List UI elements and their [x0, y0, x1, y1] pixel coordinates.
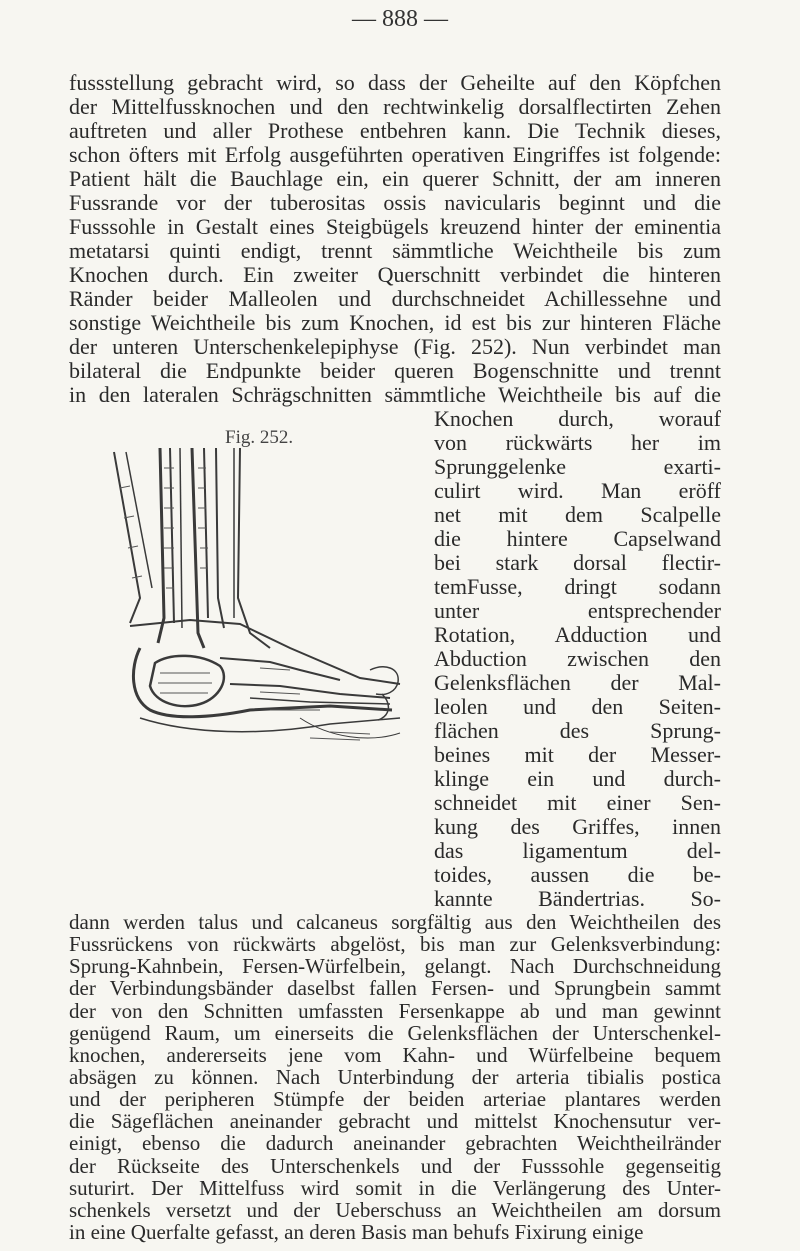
text-line: Abduction zwischen den	[434, 646, 721, 671]
text-line: die hintere Capselwand	[434, 526, 721, 551]
text-line: auftreten und aller Prothese entbehren kann. Die Technik dieses,	[69, 118, 721, 143]
text-line: dann werden talus und calcaneus sorgfältig aus den Weichtheilen des	[69, 910, 721, 934]
text-line: das ligamentum del-	[434, 838, 721, 863]
text-line: klinge ein und durch-	[434, 766, 721, 791]
text-line: der von den Schnitten umfassten Fersenkappe ab und man gewinnt	[69, 998, 721, 1023]
text-line: schenkels versetzt und der Ueberschuss an Weichtheilen am dorsum	[69, 1197, 721, 1222]
text-line: kannte Bändertrias. So-	[434, 886, 721, 911]
text-line: Fussrande vor der tuberositas ossis navicularis beginnt und die	[69, 190, 721, 215]
tibia-fibula-drawing	[114, 448, 270, 648]
page-number: — 888 —	[352, 6, 448, 32]
text-line: toides, aussen die be-	[434, 862, 721, 887]
figure-foot-illustration	[100, 448, 430, 778]
text-line: kung des Griffes, innen	[434, 814, 721, 839]
text-line: der unteren Unterschenkelepiphyse (Fig. 252). Nun verbindet man	[69, 334, 721, 359]
text-line: suturirt. Der Mittelfuss wird somit in die Verlängerung des Unter-	[69, 1175, 721, 1200]
text-line: Rotation, Adduction und	[434, 622, 721, 647]
text-line: der Rückseite des Unterschenkels und der Fusssohle gegenseitig	[69, 1153, 721, 1178]
text-line: Patient hält die Bauchlage ein, ein querer Schnitt, der am inneren	[69, 166, 721, 191]
figure-label: Fig. 252.	[225, 427, 294, 448]
text-line: net mit dem Scalpelle	[434, 502, 721, 527]
text-line: die Sägeflächen aneinander gebracht und mittelst Knochensutur ver-	[69, 1109, 721, 1134]
text-line: Knochen durch, worauf	[434, 406, 721, 431]
text-line: Sprunggelenke exarti-	[434, 454, 721, 479]
text-line: sonstige Weichtheile bis zum Knochen, id est bis zur hinteren Fläche	[69, 310, 721, 335]
text-line: genügend Raum, um einerseits die Gelenksflächen der Unterschenkel-	[69, 1020, 721, 1045]
text-line: absägen zu können. Nach Unterbindung der arteria tibialis postica	[69, 1065, 721, 1089]
text-line: beines mit der Messer-	[434, 742, 721, 767]
text-line: Knochen durch. Ein zweiter Querschnitt verbindet die hinteren	[69, 262, 721, 287]
text-line: schneidet mit einer Sen-	[434, 790, 721, 815]
text-line: einigt, ebenso die dadurch aneinander gebrachten Weichtheilränder	[69, 1131, 721, 1156]
text-line: bei stark dorsal flectir-	[434, 550, 721, 575]
text-line: flächen des Sprung-	[434, 718, 721, 743]
text-line: metatarsi quinti endigt, trennt sämmtliche Weichtheile bis zum	[69, 238, 721, 263]
text-line: unter entsprechender	[434, 598, 721, 623]
foot-bones-drawing	[130, 620, 400, 740]
text-line: culirt wird. Man eröff	[434, 478, 721, 503]
text-line: in den lateralen Schrägschnitten sämmtliche Weichtheile bis auf die	[69, 382, 721, 407]
text-line: Fussrückens von rückwärts abgelöst, bis man zur Gelenksverbindung:	[69, 932, 721, 957]
text-line: Fusssohle in Gestalt eines Steigbügels kreuzend hinter der eminentia	[69, 214, 721, 239]
text-line: von rückwärts her im	[434, 430, 721, 455]
text-line: und der peripheren Stümpfe der beiden arteriae plantares werden	[69, 1087, 721, 1112]
text-line: schon öfters mit Erfolg ausgeführten operativen Eingriffes ist folgende:	[69, 142, 721, 167]
text-line: in eine Querfalte gefasst, an deren Basis man behufs Fixirung einige	[69, 1220, 644, 1244]
text-line: Gelenksflächen der Mal-	[434, 670, 721, 695]
text-line: fussstellung gebracht wird, so dass der Geheilte auf den Köpfchen	[69, 70, 721, 95]
text-line: der Verbindungsbänder daselbst fallen Fersen- und Sprungbein sammt	[69, 976, 721, 1001]
text-line: bilateral die Endpunkte beider queren Bogenschnitte und trennt	[69, 358, 721, 383]
text-line: temFusse, dringt sodann	[434, 574, 721, 599]
text-line: knochen, andererseits jene vom Kahn- und Würfelbeine bequem	[69, 1042, 721, 1067]
text-line: Sprung-Kahnbein, Fersen-Würfelbein, gelangt. Nach Durchschneidung	[69, 954, 721, 979]
text-line: leolen und den Seiten-	[434, 694, 721, 719]
text-line: der Mittelfussknochen und den rechtwinkelig dorsalflectirten Zehen	[69, 94, 721, 119]
text-line: Ränder beider Malleolen und durchschneidet Achillessehne und	[69, 286, 721, 311]
